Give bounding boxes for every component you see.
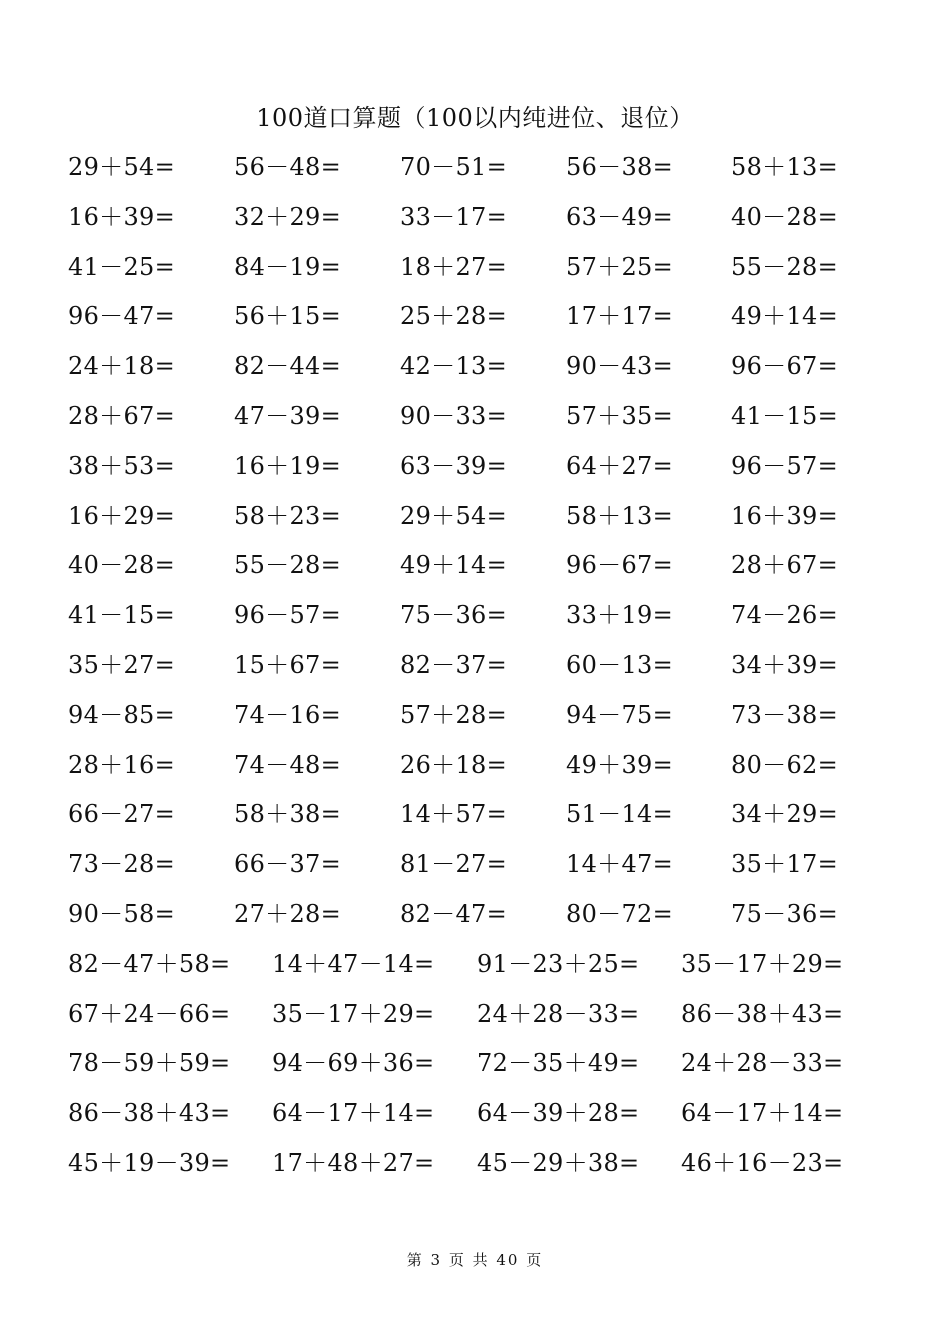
problem: 58＋23=	[234, 501, 341, 530]
problem: 67＋24－66=	[68, 999, 231, 1028]
problem: 29＋54=	[68, 153, 175, 181]
problem: 90－58=	[68, 899, 175, 928]
problem: 58＋38=	[234, 800, 341, 829]
problem: 58＋13=	[731, 153, 838, 181]
problem: 96－57=	[234, 601, 341, 630]
problem: 96－67=	[566, 551, 673, 580]
problem: 57＋28=	[400, 700, 507, 729]
problem: 66－37=	[234, 850, 341, 879]
problem-row	[0, 947, 950, 997]
problem: 18＋27=	[400, 252, 507, 281]
problem-row	[0, 449, 950, 499]
page-title: 100道口算题（100以内纯进位、退位）	[256, 104, 694, 132]
problem: 58＋13=	[566, 501, 673, 530]
problem-grid	[0, 150, 950, 1196]
problem: 55－28=	[234, 551, 341, 580]
problem: 35＋17=	[731, 850, 838, 879]
problem-row	[0, 499, 950, 549]
problem: 75－36=	[400, 601, 507, 630]
problem: 38＋53=	[68, 451, 175, 480]
problem: 86－38＋43=	[681, 999, 844, 1028]
problem: 49＋14=	[400, 551, 507, 580]
problem: 35－17＋29=	[272, 999, 435, 1028]
problem: 49＋14=	[731, 302, 838, 331]
problem: 51－14=	[566, 800, 673, 829]
problem: 55－28=	[731, 252, 838, 281]
problem: 47－39=	[234, 401, 341, 430]
problem-row	[0, 349, 950, 399]
problem: 64－39＋28=	[477, 1099, 640, 1128]
problem-row	[0, 1096, 950, 1146]
problem: 56－38=	[566, 153, 673, 181]
problem: 28＋67=	[731, 551, 838, 580]
problem: 24＋28－33=	[681, 1049, 844, 1078]
problem-row	[0, 1046, 950, 1096]
problem: 26＋18=	[400, 750, 507, 779]
problem: 57＋35=	[566, 401, 673, 430]
problem: 14＋47－14=	[272, 949, 435, 978]
problem: 96－47=	[68, 302, 175, 331]
problem: 32＋29=	[234, 202, 341, 231]
problem: 14＋57=	[400, 800, 507, 829]
problem: 45－29＋38=	[477, 1148, 640, 1177]
problem: 17＋48＋27=	[272, 1148, 435, 1177]
problem: 41－15=	[68, 601, 175, 630]
problem: 34＋39=	[731, 650, 838, 679]
problem: 28＋16=	[68, 750, 175, 779]
problem: 27＋28=	[234, 899, 341, 928]
problem: 16＋19=	[234, 451, 341, 480]
problem: 64－17＋14=	[272, 1099, 435, 1128]
problem: 91－23＋25=	[477, 949, 640, 978]
problem: 29＋54=	[400, 501, 507, 530]
problem: 78－59＋59=	[68, 1049, 231, 1078]
problem: 82－47=	[400, 899, 507, 928]
problem: 24＋28－33=	[477, 999, 640, 1028]
problem: 49＋39=	[566, 750, 673, 779]
problem: 80－62=	[731, 750, 838, 779]
problem: 63－39=	[400, 451, 507, 480]
problem: 16＋39=	[731, 501, 838, 530]
problem: 16＋29=	[68, 501, 175, 530]
problem: 57＋25=	[566, 252, 673, 281]
problem: 28＋67=	[68, 401, 175, 430]
problem: 74－48=	[234, 750, 341, 779]
problem: 96－57=	[731, 451, 838, 480]
problem: 56＋15=	[234, 302, 341, 331]
problem: 40－28=	[731, 202, 838, 231]
problem: 42－13=	[400, 352, 507, 381]
problem-row	[0, 847, 950, 897]
problem: 94－69＋36=	[272, 1049, 435, 1078]
problem: 90－33=	[400, 401, 507, 430]
problem: 35－17＋29=	[681, 949, 844, 978]
problem: 81－27=	[400, 850, 507, 879]
problem: 82－37=	[400, 650, 507, 679]
problem: 35＋27=	[68, 650, 175, 679]
problem: 96－67=	[731, 352, 838, 381]
problem-row	[0, 997, 950, 1047]
problem: 17＋17=	[566, 302, 673, 331]
problem: 72－35＋49=	[477, 1049, 640, 1078]
problem-row	[0, 698, 950, 748]
problem-row	[0, 897, 950, 947]
problem: 41－25=	[68, 252, 175, 281]
problem: 70－51=	[400, 153, 507, 181]
problem: 73－38=	[731, 700, 838, 729]
page-footer: 第 3 页 共 40 页	[406, 1251, 544, 1269]
problem: 80－72=	[566, 899, 673, 928]
problem-row	[0, 598, 950, 648]
problem: 64＋27=	[566, 451, 673, 480]
problem: 33＋19=	[566, 601, 673, 630]
problem-row	[0, 1146, 950, 1196]
problem: 46＋16－23=	[681, 1148, 844, 1177]
problem: 84－19=	[234, 252, 341, 281]
problem: 86－38＋43=	[68, 1099, 231, 1128]
problem: 66－27=	[68, 800, 175, 829]
problem: 60－13=	[566, 650, 673, 679]
problem: 73－28=	[68, 850, 175, 879]
problem: 33－17=	[400, 202, 507, 231]
problem-row	[0, 299, 950, 349]
problem: 56－48=	[234, 153, 341, 181]
problem-row	[0, 548, 950, 598]
problem: 94－75=	[566, 700, 673, 729]
problem: 40－28=	[68, 551, 175, 580]
problem-row	[0, 797, 950, 847]
problem: 41－15=	[731, 401, 838, 430]
problem-row	[0, 399, 950, 449]
problem: 74－26=	[731, 601, 838, 630]
problem: 14＋47=	[566, 850, 673, 879]
problem: 24＋18=	[68, 352, 175, 381]
problem: 63－49=	[566, 202, 673, 231]
problem: 45＋19－39=	[68, 1148, 231, 1177]
problem: 25＋28=	[400, 302, 507, 331]
problem: 16＋39=	[68, 202, 175, 231]
problem-row	[0, 150, 950, 200]
problem: 34＋29=	[731, 800, 838, 829]
problem: 82－47＋58=	[68, 949, 231, 978]
problem: 94－85=	[68, 700, 175, 729]
problem: 75－36=	[731, 899, 838, 928]
problem: 74－16=	[234, 700, 341, 729]
problem-row	[0, 200, 950, 250]
problem-row	[0, 648, 950, 698]
problem-row	[0, 748, 950, 798]
problem: 64－17＋14=	[681, 1099, 844, 1128]
problem: 82－44=	[234, 352, 341, 381]
problem: 90－43=	[566, 352, 673, 381]
problem: 15＋67=	[234, 650, 341, 679]
problem-row	[0, 250, 950, 300]
